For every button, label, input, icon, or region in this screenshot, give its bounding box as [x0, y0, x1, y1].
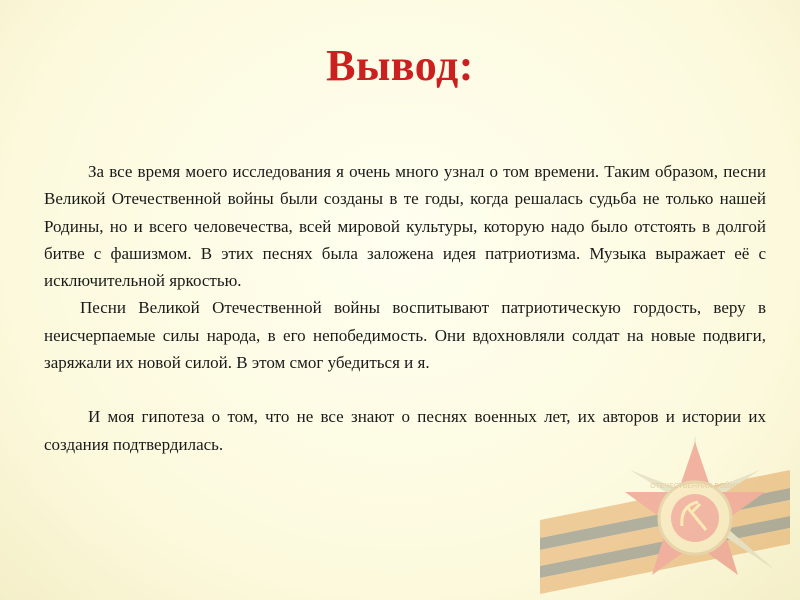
- paragraph-2: Песни Великой Отечественной войны воспитывают патриотическую гордость, веру в неисчерпаемые силы народа, в его непобедимость. Они вдохновляли солдат на новые подвиги, заряжали их новой силой. В этом смог убедиться и я.: [44, 298, 766, 373]
- paragraph-1: За все время моего исследования я очень много узнал о том времени. Таким образом, песни Великой Отечественной войны были созданы в те годы, когда решалась судьба не только нашей Родины, но и всего человечества, всей мировой культуры, которую надо было отстоять в долгой битве с фашизмом. В этих песнях была заложена идея патриотизма. Музыка выражает её с исключительной яркостью.: [44, 162, 766, 291]
- emblem-text: ОТЕЧЕСТВЕННАЯ ВОЙНА: [650, 482, 740, 490]
- paragraph-3: И моя гипотеза о том, что не все знают о песнях военных лет, их авторов и истории их создания подтвердилась.: [44, 407, 766, 454]
- slide-title: Вывод:: [326, 41, 474, 90]
- slide-body: [44, 158, 766, 458]
